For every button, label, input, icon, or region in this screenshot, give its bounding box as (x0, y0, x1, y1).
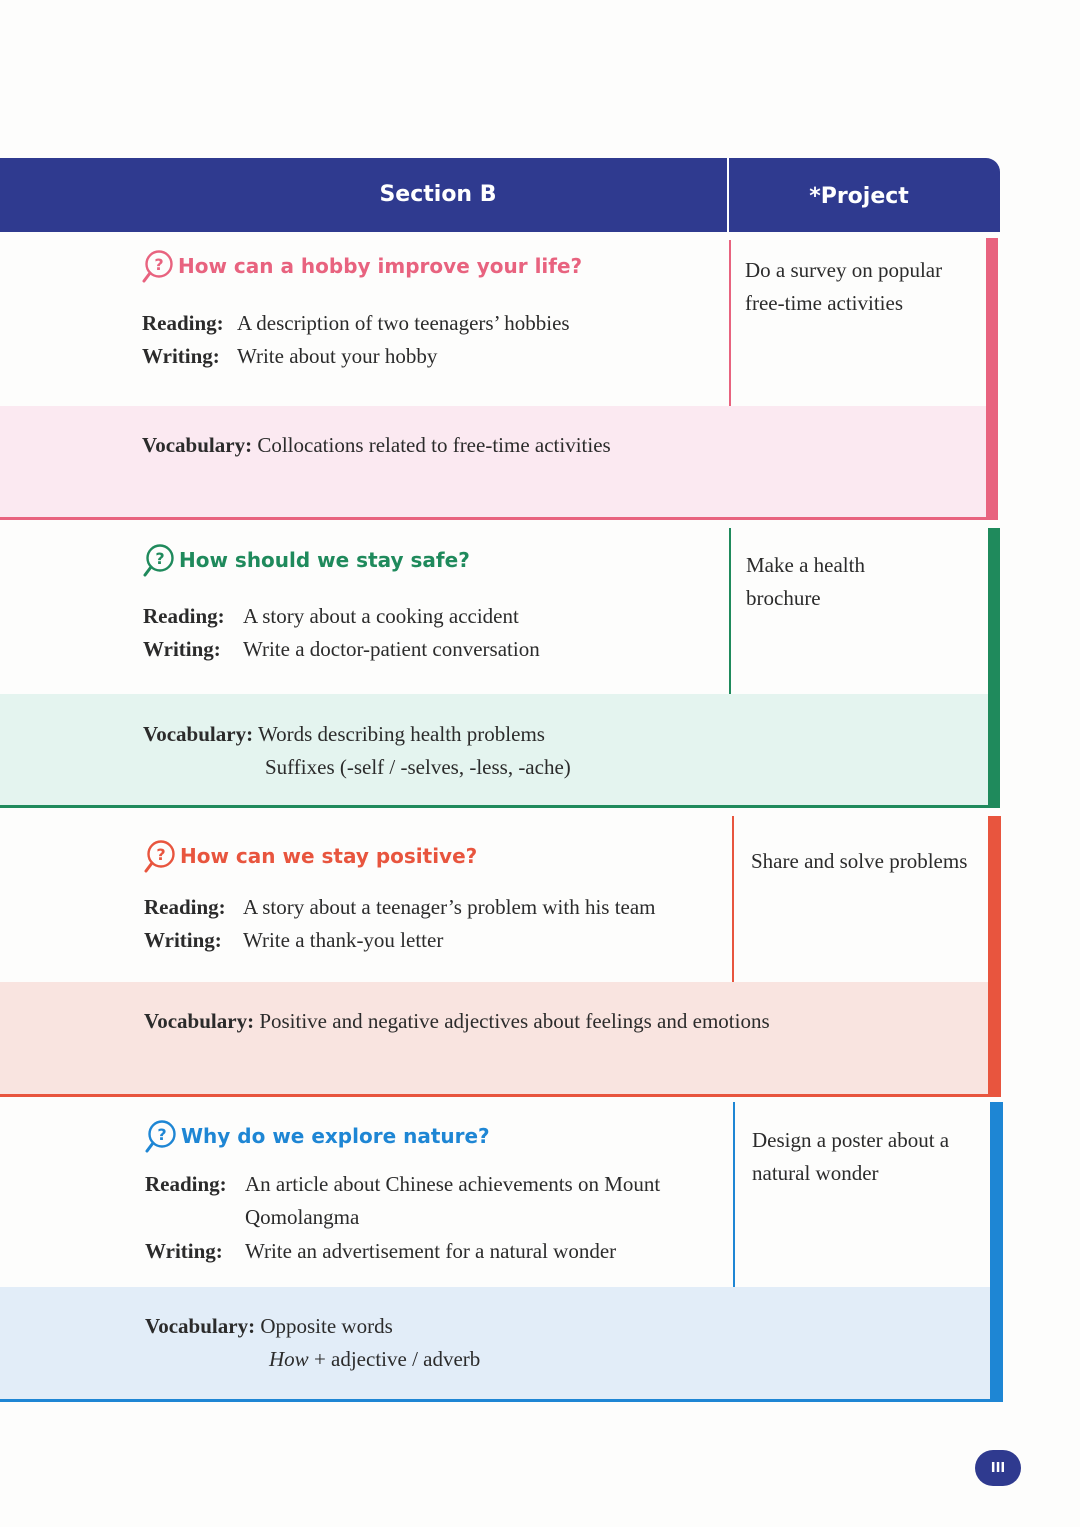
writing-row (142, 340, 437, 373)
svg-text:?: ? (154, 255, 164, 274)
project-divider (732, 816, 734, 982)
question-icon (142, 249, 174, 283)
project-text: Do a survey on popular free-time activities (745, 258, 943, 315)
unit-bottom-line (0, 1094, 1001, 1097)
question-icon (143, 543, 175, 577)
unit-bottom-line (0, 1399, 1003, 1402)
vocabulary-text-2-em: How (269, 1347, 309, 1371)
writing-row (145, 1235, 616, 1268)
reading-row (144, 891, 656, 924)
reading-text: A story about a cooking accident (243, 604, 519, 628)
reading-text-2: Qomolangma (245, 1205, 360, 1229)
svg-text:?: ? (157, 1125, 167, 1144)
project-text: Make a health brochure (746, 553, 865, 610)
vocabulary-row (145, 1310, 393, 1343)
reading-row-2 (245, 1201, 359, 1234)
vocabulary-row (144, 1005, 770, 1038)
project-text: Design a poster about a natural wonder (752, 1128, 950, 1185)
vocabulary-label: Vocabulary: (143, 722, 254, 746)
unit-color-bar (988, 816, 1001, 1096)
unit-question (143, 543, 470, 577)
writing-text: Write a thank-you letter (243, 928, 444, 952)
project-divider (729, 240, 731, 406)
svg-text:?: ? (156, 845, 166, 864)
page-number: III (975, 1450, 1021, 1486)
vocabulary-row-2 (265, 751, 571, 784)
question-text: How should we stay safe? (179, 548, 470, 572)
writing-label: Writing: (143, 637, 221, 661)
reading-text: A description of two teenagers’ hobbies (237, 311, 570, 335)
vocabulary-row-2 (269, 1343, 480, 1376)
question-text: Why do we explore nature? (181, 1124, 490, 1148)
vocabulary-text-2: Suffixes (-self / -selves, -less, -ache) (265, 755, 571, 779)
vocabulary-label: Vocabulary: (145, 1314, 256, 1338)
writing-text: Write about your hobby (237, 344, 438, 368)
reading-text: An article about Chinese achievements on Mount (245, 1172, 661, 1196)
question-text: How can we stay positive? (180, 844, 478, 868)
project-divider (733, 1102, 735, 1287)
reading-row (143, 600, 519, 633)
unit-bottom-line (0, 805, 1000, 808)
vocabulary-row (142, 429, 611, 462)
vocabulary-text: Positive and negative adjectives about feelings and emotions (259, 1009, 770, 1033)
unit-bottom-line (0, 517, 998, 520)
unit-question (144, 839, 477, 873)
vocabulary-label: Vocabulary: (142, 433, 253, 457)
reading-label: Reading: (145, 1172, 227, 1196)
question-text: How can a hobby improve your life? (178, 254, 583, 278)
unit-question (142, 249, 582, 283)
reading-label: Reading: (144, 895, 226, 919)
vocabulary-label: Vocabulary: (144, 1009, 255, 1033)
vocab-band (0, 406, 986, 518)
writing-text: Write a doctor-patient conversation (243, 637, 540, 661)
vocab-band (0, 982, 988, 1094)
writing-row (144, 924, 443, 957)
reading-row (142, 307, 570, 340)
unit-color-bar (986, 238, 998, 520)
writing-text: Write an advertisement for a natural wonder (245, 1239, 617, 1263)
reading-text: A story about a teenager’s problem with his team (243, 895, 656, 919)
vocabulary-text: Collocations related to free-time activities (257, 433, 611, 457)
unit-color-bar (990, 1102, 1003, 1400)
vocab-band (0, 1287, 990, 1399)
unit-question (145, 1119, 490, 1153)
svg-text:?: ? (155, 549, 165, 568)
writing-label: Writing: (144, 928, 222, 952)
project-text: Share and solve problems (751, 849, 968, 873)
question-icon (144, 839, 176, 873)
vocabulary-text: Words describing health problems (257, 722, 545, 746)
writing-row (143, 633, 540, 666)
project-divider (729, 528, 731, 694)
writing-label: Writing: (145, 1239, 223, 1263)
question-icon (145, 1119, 177, 1153)
vocabulary-text-2: + adjective / adverb (308, 1347, 481, 1371)
writing-label: Writing: (142, 344, 220, 368)
reading-row (145, 1168, 660, 1201)
unit-color-bar (988, 528, 1000, 808)
project-heading: *Project (809, 184, 909, 209)
reading-label: Reading: (142, 311, 224, 335)
vocabulary-text: Opposite words (260, 1314, 393, 1338)
reading-label: Reading: (143, 604, 225, 628)
vocabulary-row (143, 718, 545, 751)
section-b-heading: Section B (379, 182, 497, 207)
